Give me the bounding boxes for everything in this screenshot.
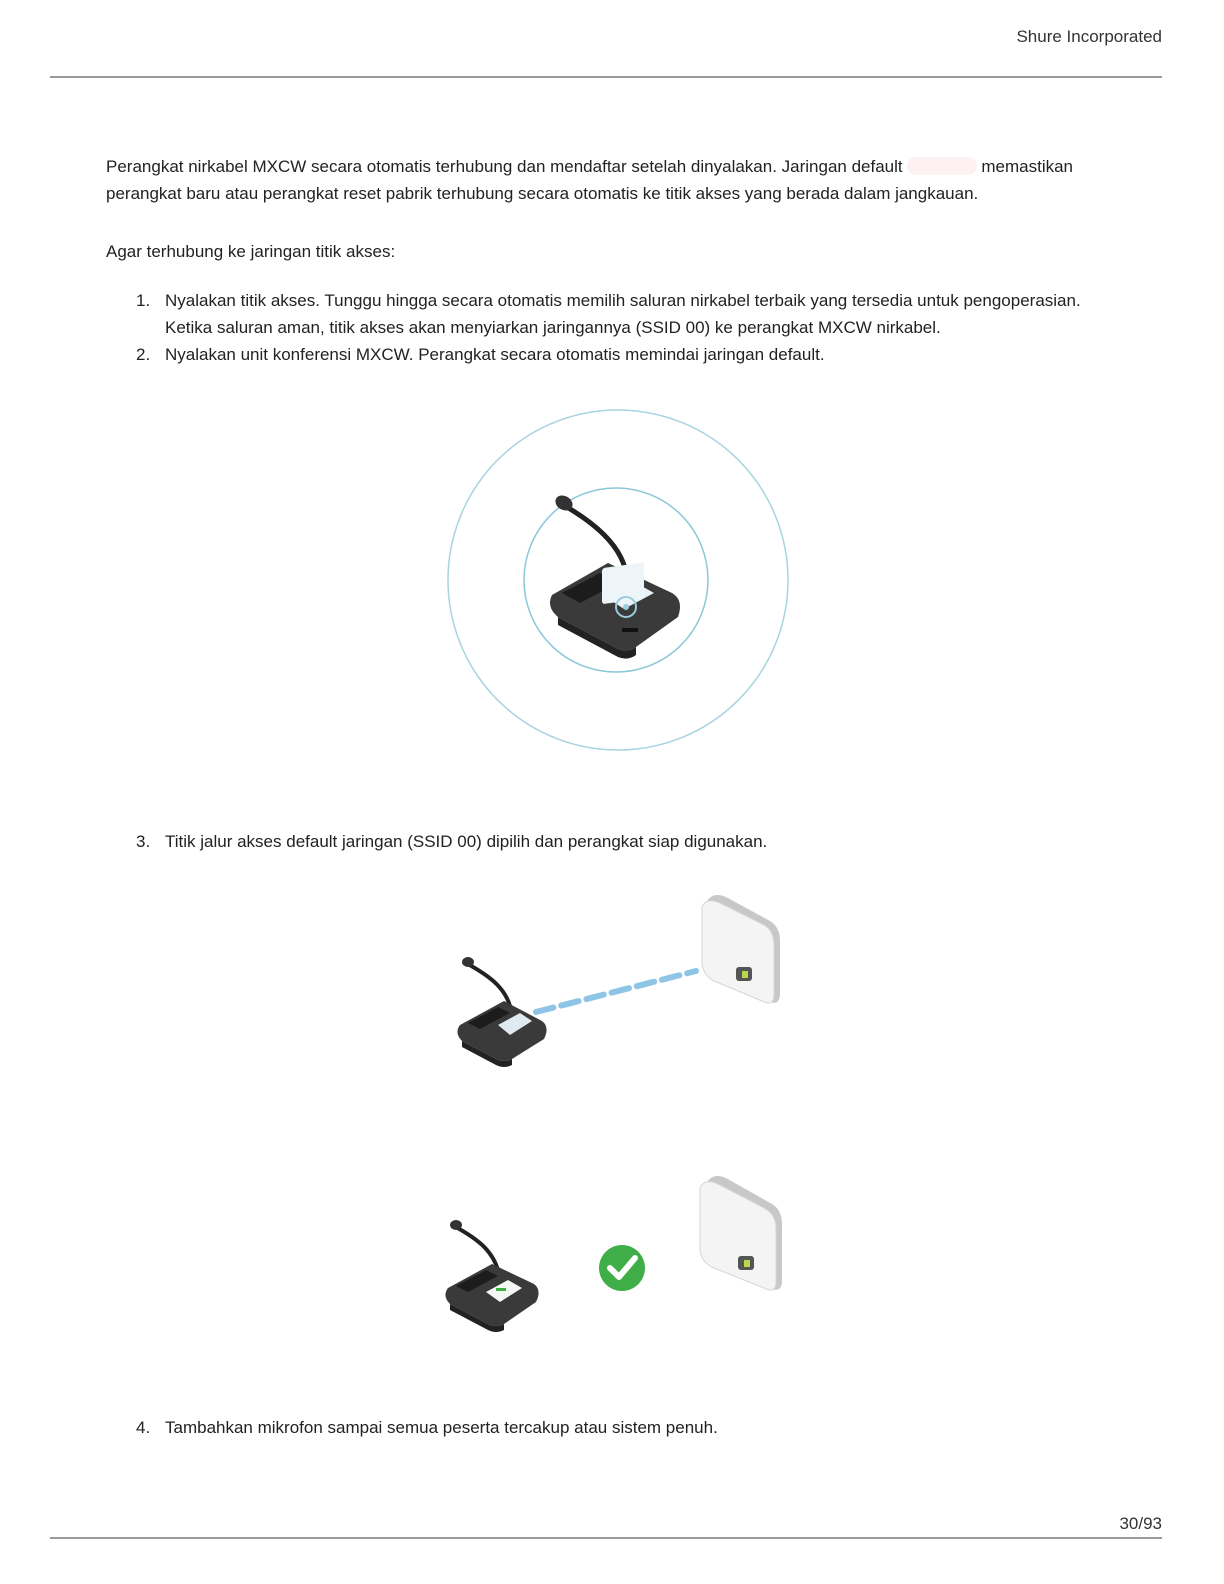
list-number: 3.: [136, 832, 151, 851]
scan-illustration: [440, 395, 800, 765]
conference-unit-icon: [550, 492, 680, 658]
header-company: Shure Incorporated: [1016, 27, 1162, 46]
wireless-link: [536, 971, 696, 1012]
lead-paragraph: Agar terhubung ke jaringan titik akses:: [106, 242, 396, 261]
list-text: Titik jalur akses default jaringan (SSID 00) dipilih dan perangkat siap digunakan.: [165, 832, 768, 851]
access-point-icon: [702, 895, 780, 1003]
conference-unit-icon: [445, 1220, 538, 1332]
list-item: [136, 1414, 1116, 1441]
page-number: 30/93: [1119, 1514, 1162, 1533]
intro-text-start: Perangkat nirkabel MXCW secara otomatis terhubung dan mendaftar setelah dinyalakan. Jaringan default: [106, 157, 903, 176]
check-circle-icon: [599, 1245, 645, 1291]
list-text: Nyalakan titik akses. Tunggu hingga secara otomatis memilih saluran nirkabel terbaik yang tersedia untuk pengoperasian. Ketika saluran aman, titik akses akan menyiarkan jaringannya (SSID 00) ke perangkat MXCW nirkabel.: [165, 291, 1081, 337]
footer-divider: [50, 1537, 1162, 1539]
list-number: 1.: [136, 291, 151, 310]
list-text: Tambahkan mikrofon sampai semua peserta tercakup atau sistem penuh.: [165, 1418, 718, 1437]
list-number: 4.: [136, 1418, 151, 1437]
list-text: Nyalakan unit konferensi MXCW. Perangkat secara otomatis memindai jaringan default.: [165, 345, 825, 364]
list-item: [136, 828, 1116, 855]
list-number: 2.: [136, 345, 151, 364]
connected-illustration: [430, 1170, 800, 1350]
access-point-icon: [700, 1176, 782, 1290]
header-divider: [50, 76, 1162, 78]
intro-text-end: memastikan perangkat baru atau perangkat reset pabrik terhubung secara otomatis ke titik akses yang berada dalam jangkauan.: [106, 157, 1074, 203]
list-item: [136, 287, 1116, 341]
list-item: [136, 341, 1116, 368]
intro-paragraph: [106, 153, 1126, 207]
code-highlight: [907, 157, 977, 175]
connection-illustration: [440, 885, 800, 1075]
